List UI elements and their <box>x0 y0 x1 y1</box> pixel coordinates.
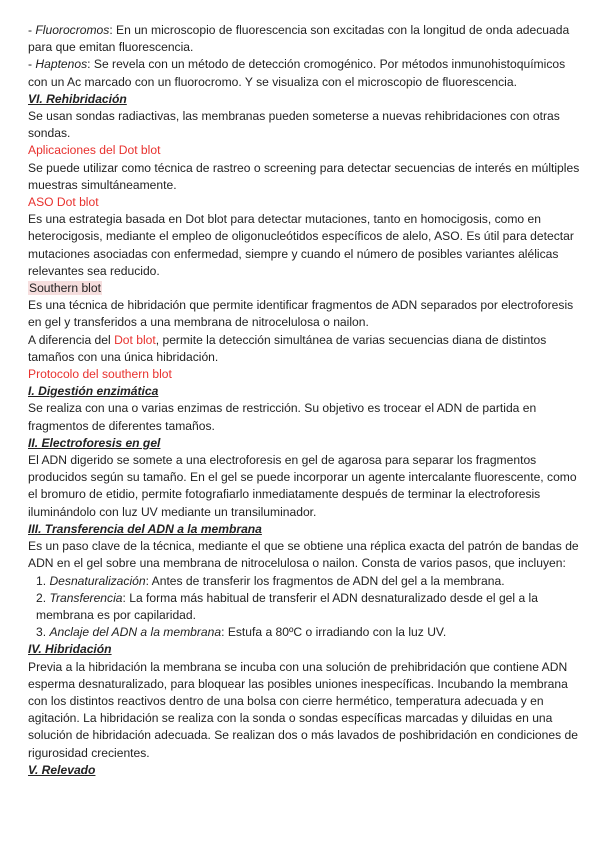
southern-title: Southern blot <box>29 281 101 296</box>
protocolo-title: Protocolo del southern blot <box>28 367 172 382</box>
transferencia-text: Es un paso clave de la técnica, mediante el que se obtiene una réplica exacta del patrón de bandas de ADN en el gel sobre una membrana de nitrocelulosa o nailon. Consta de varios pasos, que incluyen: <box>28 539 579 571</box>
heading-transferencia: III. Transferencia del ADN a la membrana <box>28 521 262 536</box>
document-page <box>28 22 580 779</box>
aso-text: Es una estrategia basada en Dot blot para detectar mutaciones, tanto en homocigosis, como en heterocigosis, mediante el empleo de oligonucleótidos específicos de alelo, ASO. Es útil para detectar mutaciones asociadas con enfermedad, siempre y cuando el número de posibles variantes alélicas relevantes sea reducido. <box>28 212 574 278</box>
heading-electroforesis: II. Electroforesis en gel <box>28 435 161 450</box>
heading-relevado: V. Relevado <box>28 762 96 777</box>
digestion-text: Se realiza con una o varias enzimas de restricción. Su objetivo es trocear el ADN de partida en fragmentos de diferentes tamaños. <box>28 401 537 433</box>
diff-pre: A diferencia del <box>28 332 115 347</box>
electroforesis-text: El ADN digerido se somete a una electroforesis en gel de agarosa para separar los fragmentos producidos según su tamaño. En el gel se puede incorporar un agente intercalante fluorescente, como el bromuro de etidio, permite fotografiarlo inmediatamente después de terminar la electroforesis iluminándolo con luz UV mediante un transiluminador. <box>28 453 577 519</box>
dash: - <box>28 23 36 37</box>
list-number: 1. <box>36 573 50 588</box>
list-item <box>28 573 580 590</box>
heading-hibridacion: IV. Hibridación <box>28 642 112 657</box>
haptenos-paragraph <box>28 56 580 90</box>
list-item <box>28 624 580 641</box>
southern-diff-paragraph <box>28 332 580 366</box>
aplicaciones-text: Se puede utilizar como técnica de rastreo o screening para detectar secuencias de interés en múltiples muestras simultáneamente. <box>28 160 580 192</box>
hibridacion-text: Previa a la hibridación la membrana se incuba con una solución de prehibridación que contiene ADN esperma desnaturalizado, para bloquear las posibles uniones inespecíficas. Incubando la membrana con los distintos reactivos dentro de una bolsa con cierre hermético, temperatura adecuada y en agitación. La hibridación se realiza con la sonda o sondas específicas marcadas y diluidas en una solución de hibridación adecuada. Se realizan dos o más lavados de poshibridación en condiciones de rigurosidad crecientes. <box>28 659 578 760</box>
list-item <box>28 590 580 624</box>
dash: - <box>28 57 36 72</box>
list-text: : Antes de transferir los fragmentos de ADN del gel a la membrana. <box>145 573 505 588</box>
aplicaciones-title: Aplicaciones del Dot blot <box>28 143 161 158</box>
list-term: Transferencia <box>49 590 123 605</box>
list-term: Desnaturalización <box>49 573 146 588</box>
haptenos-text: : Se revela con un método de detección cromogénico. Por métodos inmunohistoquímicos con un Ac marcado con un fluorocromo. Y se visualiza con el microscopio de fluorescencia. <box>28 57 566 89</box>
fluorocromos-term: Fluorocromos <box>35 23 110 37</box>
list-term: Anclaje del ADN a la membrana <box>49 625 222 640</box>
list-number: 2. <box>36 590 50 605</box>
list-number: 3. <box>36 625 50 640</box>
diff-post: , permite la detección simultánea de varias secuencias diana de distintos tamaños con una única hibridación. <box>28 332 547 364</box>
dot-blot-link[interactable]: Dot blot <box>114 332 156 347</box>
fluorocromos-text: : En un microscopio de fluorescencia son excitadas con la longitud de onda adecuada para que emitan fluorescencia. <box>28 23 570 55</box>
aso-title: ASO Dot blot <box>28 195 99 210</box>
heading-rehibridacion: VI. Rehibridación <box>28 91 127 106</box>
rehibridacion-text: Se usan sondas radiactivas, las membranas pueden someterse a nuevas rehibridaciones con otras sondas. <box>28 109 560 141</box>
haptenos-term: Haptenos <box>35 57 88 72</box>
southern-text: Es una técnica de hibridación que permite identificar fragmentos de ADN separados por electroforesis en gel y transferidos a una membrana de nitrocelulosa o nailon. <box>28 298 574 330</box>
list-text: : La forma más habitual de transferir el ADN desnaturalizado desde el gel a la membrana es por capilaridad. <box>36 590 538 622</box>
southern-title-line <box>28 280 580 297</box>
fluorocromos-paragraph <box>28 22 580 56</box>
heading-digestion: I. Digestión enzimática <box>28 384 159 399</box>
list-text: : Estufa a 80ºC o irradiando con la luz UV. <box>221 625 447 640</box>
